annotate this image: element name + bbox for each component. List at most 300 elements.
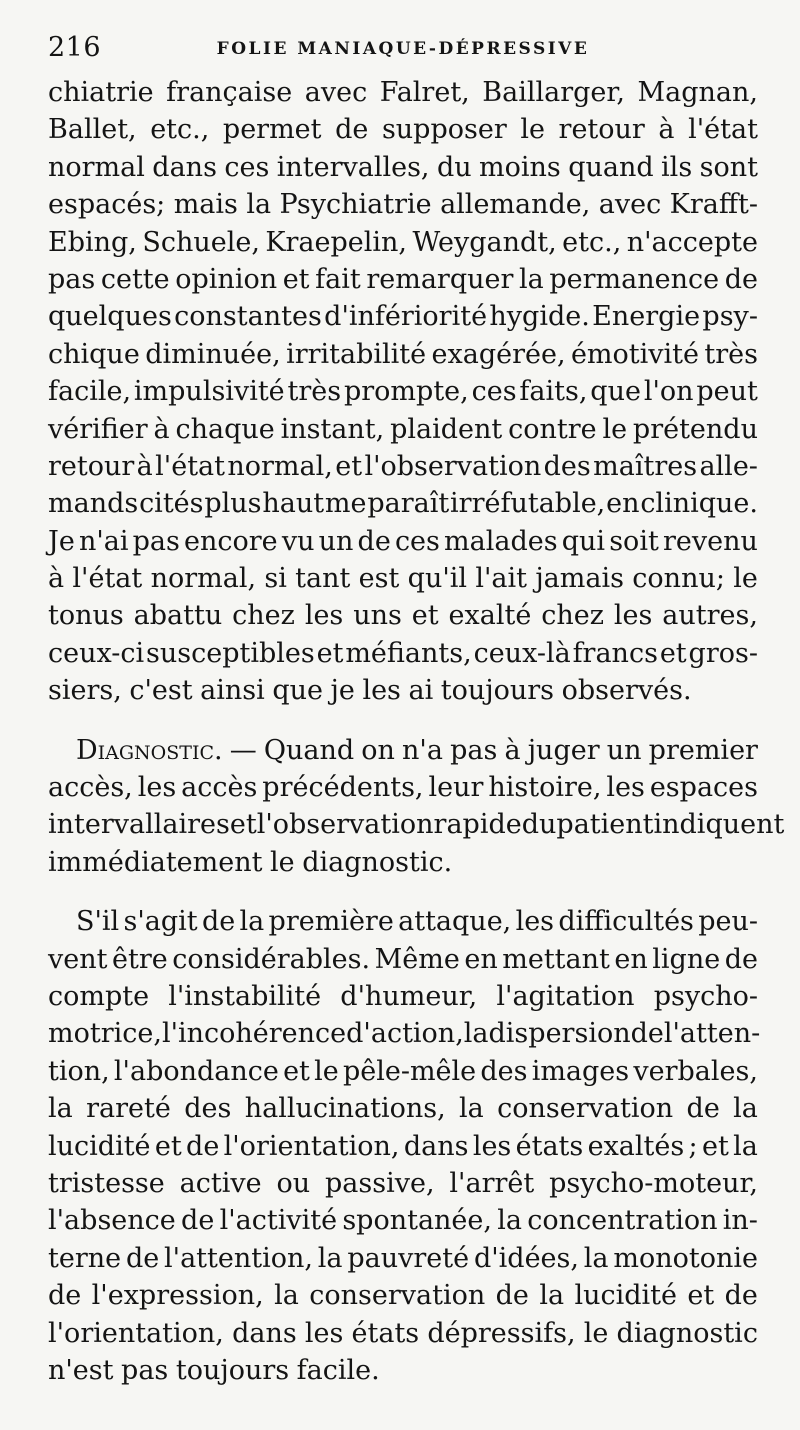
word: l'expression, xyxy=(91,1280,264,1312)
text-line xyxy=(48,261,758,298)
word: instant, xyxy=(280,413,385,445)
word: s'agit xyxy=(123,906,198,938)
word: à xyxy=(504,734,521,766)
word: l'atten- xyxy=(663,1018,761,1050)
word: en xyxy=(614,943,648,975)
word: normal, xyxy=(227,450,333,482)
word: première xyxy=(268,906,394,938)
word: juger xyxy=(527,734,600,766)
word: me xyxy=(324,488,367,520)
word: diagnostic. xyxy=(302,846,453,878)
text-line xyxy=(48,336,758,373)
word: ceux-là xyxy=(473,637,571,669)
word: états xyxy=(351,1317,420,1349)
word: Ebing, xyxy=(48,226,137,258)
word: le xyxy=(733,563,758,595)
word: premier xyxy=(648,734,758,766)
text-line xyxy=(48,298,758,335)
word: n'a xyxy=(402,734,443,766)
word: Diagnostic. xyxy=(76,734,223,766)
word: mands xyxy=(48,488,139,520)
word: à xyxy=(658,114,675,146)
text-line xyxy=(48,448,758,485)
text-line xyxy=(48,149,758,186)
word: conservation xyxy=(309,1280,486,1312)
word: psycho- xyxy=(653,980,758,1012)
word: dans xyxy=(232,1317,297,1349)
word: active xyxy=(179,1167,262,1199)
word: de xyxy=(724,943,758,975)
word: ai xyxy=(408,675,434,707)
text-line xyxy=(48,186,758,223)
word: ainsi xyxy=(200,675,265,707)
word: gros- xyxy=(688,637,758,669)
word: la xyxy=(463,1018,489,1050)
word: verbales, xyxy=(633,1055,758,1087)
word: l'instabilité xyxy=(168,980,322,1012)
word: n'accepte xyxy=(626,226,758,258)
word: et xyxy=(701,1130,729,1162)
word: et xyxy=(154,1130,182,1162)
word: faits, xyxy=(519,376,588,408)
word: tion, xyxy=(48,1055,110,1087)
word: l'orientation, xyxy=(48,1317,224,1349)
word: dans xyxy=(403,1130,469,1162)
word: tant xyxy=(295,563,351,595)
word: l'observation xyxy=(256,809,434,841)
word: l'attention, xyxy=(164,1242,313,1274)
word: lucidité xyxy=(574,1280,677,1312)
word: difficultés xyxy=(558,906,694,938)
word: leur xyxy=(428,772,484,804)
word: impulsivité xyxy=(133,376,285,408)
word: — xyxy=(229,734,257,766)
text-line xyxy=(48,1090,758,1127)
word: à xyxy=(48,563,65,595)
word: Même xyxy=(374,943,460,975)
word: immédiatement xyxy=(48,846,263,878)
word: qu'il xyxy=(407,563,468,595)
word: d'infériorité xyxy=(324,301,488,333)
word: allemande, xyxy=(440,189,591,221)
word: les xyxy=(304,600,344,632)
word: pas xyxy=(48,263,96,295)
word: considérables. xyxy=(172,943,371,975)
word: facile. xyxy=(296,1354,380,1386)
word: retour xyxy=(48,450,135,482)
word: de xyxy=(724,263,758,295)
word: chiatrie xyxy=(48,77,154,108)
word: malades xyxy=(444,525,558,557)
word: francs xyxy=(572,637,658,669)
text-line xyxy=(48,769,758,806)
word: les xyxy=(137,772,177,804)
text-line xyxy=(48,672,758,709)
word: plaident xyxy=(390,413,503,445)
word: espacés; xyxy=(48,189,166,221)
word: patient xyxy=(556,809,654,841)
word: le xyxy=(583,1317,609,1349)
word: irritabilité xyxy=(286,338,427,370)
word: ces xyxy=(224,151,270,183)
word: moins xyxy=(479,151,561,183)
word: exaltés xyxy=(587,1130,685,1162)
text-line xyxy=(48,903,758,940)
word: la xyxy=(733,1130,758,1162)
text-line xyxy=(48,1315,758,1352)
word: Kraepelin, xyxy=(265,226,408,258)
word: dépressifs, xyxy=(427,1317,576,1349)
word: autres, xyxy=(662,600,758,632)
word: la xyxy=(733,1093,758,1125)
word: en xyxy=(464,943,498,975)
word: fait xyxy=(315,263,361,295)
word: chez xyxy=(541,600,604,632)
text-line xyxy=(48,1202,758,1239)
word: cette xyxy=(100,263,170,295)
word: vérifier xyxy=(48,413,148,445)
page-number: 216 xyxy=(48,32,102,63)
text-line xyxy=(48,74,758,111)
word: espaces xyxy=(649,772,758,804)
word: chique xyxy=(48,338,140,370)
word: précédents, xyxy=(262,772,424,804)
word: à xyxy=(153,413,170,445)
word: un xyxy=(318,525,354,557)
word: Psychiatrie xyxy=(279,189,432,221)
word: de xyxy=(201,906,236,938)
running-title: FOLIE MANIAQUE-DÉPRESSIVE xyxy=(216,39,590,59)
word: l'abondance xyxy=(113,1055,279,1087)
text-line xyxy=(48,1053,758,1090)
word: l'état xyxy=(72,563,143,595)
word: avec xyxy=(304,77,368,108)
word: cités xyxy=(139,488,204,520)
word: indiquent xyxy=(653,809,785,841)
word: monotonie xyxy=(613,1242,758,1274)
word: Quand xyxy=(263,734,355,766)
word: toujours xyxy=(440,675,555,707)
word: les xyxy=(606,772,645,804)
word: que xyxy=(590,376,641,408)
word: l'absence xyxy=(48,1205,176,1237)
word: ces xyxy=(394,525,440,557)
word: la xyxy=(539,1280,565,1312)
word: un xyxy=(606,734,642,766)
word: connu; xyxy=(632,563,725,595)
word: Weygandt, xyxy=(412,226,557,258)
word: c'est xyxy=(129,675,193,707)
word: vent xyxy=(48,943,108,975)
word: d'action, xyxy=(346,1018,464,1050)
word: attaque, xyxy=(398,906,512,938)
word: abattu xyxy=(133,600,223,632)
word: la xyxy=(274,1280,299,1312)
text-line xyxy=(48,373,758,410)
text-line xyxy=(48,806,785,843)
word: S'il xyxy=(76,906,120,938)
word: plus xyxy=(204,488,262,520)
word: opinion xyxy=(175,263,278,295)
word: ils xyxy=(661,151,693,183)
word: de xyxy=(686,1093,720,1125)
word: revenu xyxy=(662,525,758,557)
word: supposer xyxy=(381,114,507,146)
word: du xyxy=(521,809,557,841)
word: accès xyxy=(181,772,258,804)
word: constantes xyxy=(174,301,322,333)
word: Krafft- xyxy=(669,189,758,221)
word: accès, xyxy=(48,772,133,804)
word: etc., xyxy=(150,114,210,146)
word: peu- xyxy=(698,906,758,938)
word: maîtres xyxy=(593,450,698,482)
word: normal xyxy=(48,151,145,183)
word: les xyxy=(515,906,555,938)
word: états xyxy=(515,1130,584,1162)
text-line xyxy=(48,1165,758,1202)
word: du xyxy=(436,151,472,183)
word: l'incohérence xyxy=(161,1018,347,1050)
word: terne xyxy=(48,1242,122,1274)
word: jamais xyxy=(535,563,624,595)
word: et xyxy=(316,637,344,669)
word: intervallaires xyxy=(48,809,230,841)
paragraph xyxy=(48,732,785,882)
word: en xyxy=(606,488,640,520)
word: le xyxy=(602,413,628,445)
word: quand xyxy=(568,151,654,183)
word: et xyxy=(283,1055,310,1087)
text-line xyxy=(48,1128,758,1165)
word: les xyxy=(472,1130,512,1162)
word: émotivité xyxy=(570,338,699,370)
word: permanence xyxy=(549,263,720,295)
word: la xyxy=(583,1242,609,1274)
word: normal, xyxy=(150,563,257,595)
text-line xyxy=(48,111,758,148)
word: la xyxy=(246,189,272,221)
word: n'est xyxy=(48,1354,114,1386)
word: de xyxy=(335,114,369,146)
word: d'idées, xyxy=(473,1242,579,1274)
word: mais xyxy=(173,189,238,221)
word: dans xyxy=(152,151,217,183)
word: lucidité xyxy=(48,1130,151,1162)
word: on xyxy=(361,734,395,766)
word: ces xyxy=(471,376,517,408)
text-line xyxy=(48,635,758,672)
word: et xyxy=(282,263,310,295)
word: haut xyxy=(262,488,325,520)
word: les xyxy=(304,1317,344,1349)
word: l'ait xyxy=(475,563,527,595)
word: images xyxy=(531,1055,630,1087)
word: que xyxy=(272,675,323,707)
word: de xyxy=(48,1280,82,1312)
word: française xyxy=(166,77,293,108)
word: spontanée, xyxy=(342,1205,492,1237)
text-line xyxy=(48,941,758,978)
text-line xyxy=(48,597,758,634)
word: psycho-moteur, xyxy=(549,1167,758,1199)
paragraph xyxy=(48,903,761,1389)
word: le xyxy=(520,114,545,146)
word: l'agitation xyxy=(496,980,635,1012)
word: diminuée, xyxy=(145,338,281,370)
word: conservation xyxy=(497,1093,674,1125)
word: la xyxy=(497,1205,522,1237)
text-line xyxy=(48,1277,758,1314)
word: ceux-ci xyxy=(48,637,145,669)
word: pauvreté xyxy=(347,1242,470,1274)
word: psy- xyxy=(702,301,758,333)
word: permet xyxy=(222,114,322,146)
word: avec xyxy=(598,189,662,221)
word: encore xyxy=(184,525,278,557)
word: et xyxy=(687,1280,715,1312)
word: pêle-mêle xyxy=(342,1055,477,1087)
word: et xyxy=(411,600,439,632)
word: et xyxy=(229,809,257,841)
text-line xyxy=(48,560,758,597)
word: ou xyxy=(276,1167,311,1199)
word: observés. xyxy=(561,675,692,707)
word: de xyxy=(724,1280,758,1312)
word: soit xyxy=(609,525,659,557)
word: si xyxy=(264,563,287,595)
word: la xyxy=(519,263,544,295)
word: à xyxy=(136,450,153,482)
word: etc., xyxy=(562,226,622,258)
word: des xyxy=(543,450,591,482)
word: remarquer xyxy=(366,263,514,295)
word: exalté xyxy=(448,600,532,632)
word: je xyxy=(330,675,355,707)
word: Ballet, xyxy=(48,114,137,146)
word: Schuele, xyxy=(142,226,260,258)
word: retour xyxy=(558,114,645,146)
word: de xyxy=(357,525,391,557)
word: hygide. xyxy=(489,301,590,333)
word: in- xyxy=(722,1205,758,1237)
text-line xyxy=(48,844,758,881)
word: Je xyxy=(48,525,75,557)
word: de xyxy=(125,1242,160,1274)
word: pas xyxy=(121,1354,169,1386)
word: l'arrêt xyxy=(449,1167,535,1199)
word: paraît xyxy=(367,488,450,520)
word: n'ai xyxy=(78,525,129,557)
word: être xyxy=(112,943,168,975)
word: de xyxy=(181,1205,215,1237)
word: le xyxy=(270,846,295,878)
text-line xyxy=(48,1352,758,1389)
word: qui xyxy=(561,525,606,557)
text-line xyxy=(48,732,758,769)
word: concentration xyxy=(527,1205,718,1237)
text-line xyxy=(48,411,758,448)
word: l'état xyxy=(155,450,225,482)
word: irréfutable, xyxy=(450,488,606,520)
word: passive, xyxy=(325,1167,435,1199)
word: prétendu xyxy=(632,413,758,445)
word: ; xyxy=(688,1130,698,1162)
text-line xyxy=(48,978,758,1015)
word: la xyxy=(48,1093,73,1125)
word: l'état xyxy=(688,114,758,146)
text-line xyxy=(48,523,758,560)
word: alle- xyxy=(699,450,758,482)
word: est xyxy=(358,563,400,595)
paragraph-gap xyxy=(48,710,758,732)
text-line xyxy=(48,224,758,261)
word: Magnan, xyxy=(637,77,758,108)
word: vu xyxy=(281,525,315,557)
word: facile, xyxy=(48,376,132,408)
word: de xyxy=(495,1280,529,1312)
word: chaque xyxy=(175,413,275,445)
word: prompte, xyxy=(343,376,469,408)
word: quelques xyxy=(48,301,172,333)
word: les xyxy=(613,600,653,632)
word: la xyxy=(239,906,265,938)
word: chez xyxy=(232,600,295,632)
word: très xyxy=(287,376,342,408)
text-line xyxy=(48,1015,761,1052)
word: des xyxy=(184,1093,232,1125)
word: histoire, xyxy=(488,772,602,804)
word: mettant xyxy=(502,943,610,975)
word: tristesse xyxy=(48,1167,165,1199)
word: exagérée, xyxy=(431,338,566,370)
word: l'activité xyxy=(219,1205,338,1237)
word: Baillarger, xyxy=(482,77,625,108)
word: méfiants, xyxy=(345,637,472,669)
word: ligne xyxy=(652,943,721,975)
word: intervalles, xyxy=(276,151,430,183)
word: siers, xyxy=(48,675,122,707)
word: compte xyxy=(48,980,150,1012)
word: et xyxy=(659,637,687,669)
word: rapide xyxy=(433,809,522,841)
word: d'humeur, xyxy=(340,980,478,1012)
word: dispersion xyxy=(488,1018,631,1050)
word: contre xyxy=(508,413,597,445)
body-text xyxy=(48,74,785,1389)
text-line xyxy=(48,485,758,522)
word: et xyxy=(335,450,363,482)
word: le xyxy=(314,1055,339,1087)
word: sont xyxy=(699,151,758,183)
paragraph xyxy=(48,74,758,710)
word: de xyxy=(630,1018,664,1050)
word: rareté xyxy=(86,1093,171,1125)
word: de xyxy=(186,1130,220,1162)
word: des xyxy=(480,1055,528,1087)
word: toujours xyxy=(175,1354,290,1386)
word: l'on xyxy=(643,376,694,408)
paragraph-gap xyxy=(48,881,758,903)
word: très xyxy=(704,338,758,370)
word: Falret, xyxy=(379,77,470,108)
word: l'orientation, xyxy=(223,1130,400,1162)
word: pas xyxy=(132,525,180,557)
word: tonus xyxy=(48,600,124,632)
word: susceptibles xyxy=(146,637,315,669)
word: l'observation xyxy=(364,450,542,482)
word: uns xyxy=(353,600,402,632)
